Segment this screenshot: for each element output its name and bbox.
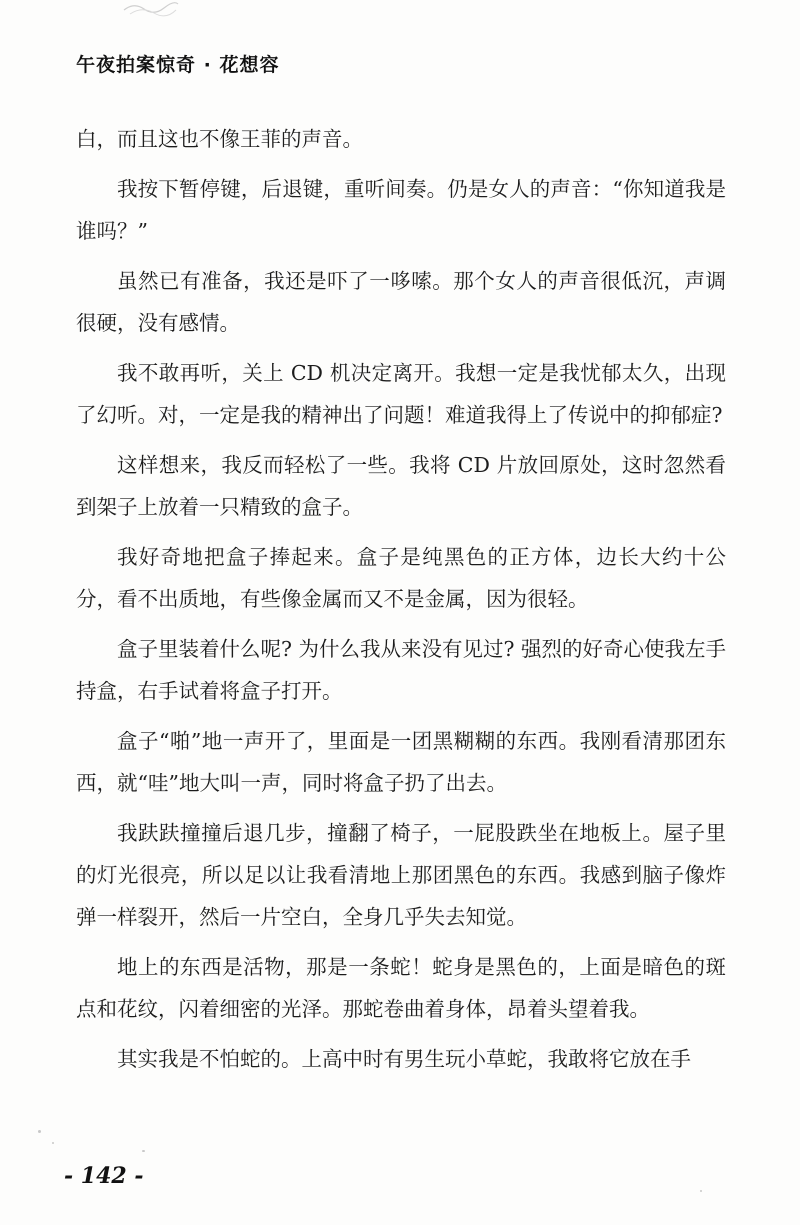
paragraph-10: 地上的东西是活物，那是一条蛇！蛇身是黑色的，上面是暗色的斑点和花纹，闪着细密的光泽。那蛇卷曲着身体，昂着头望着我。	[76, 955, 726, 1021]
paragraph-5: 这样想来，我反而轻松了一些。我将 CD 片放回原处，这时忽然看到架子上放着一只精致的盒子。	[76, 453, 726, 519]
page-number: - 142 -	[64, 1163, 144, 1189]
running-header: 午夜拍案惊奇 · 花想容	[76, 54, 280, 76]
paragraph-8: 盒子“啪”地一声开了，里面是一团黑糊糊的东西。我刚看清那团东西，就“哇”地大叫一声，同时将盒子扔了出去。	[76, 729, 726, 795]
scan-speck	[700, 1190, 702, 1192]
paragraph-1: 白，而且这也不像王菲的声音。	[76, 127, 363, 151]
scan-smudge	[120, 0, 180, 18]
scan-speck	[38, 1130, 41, 1133]
body-text	[76, 118, 726, 1088]
paragraph-3: 虽然已有准备，我还是吓了一哆嗦。那个女人的声音很低沉，声调很硬，没有感情。	[76, 269, 726, 335]
paragraph-4: 我不敢再听，关上 CD 机决定离开。我想一定是我忧郁太久，出现了幻听。对，一定是我的精神出了问题！难道我得上了传说中的抑郁症?	[76, 361, 726, 427]
scan-speck	[52, 1142, 54, 1144]
paragraph-9: 我趺趺撞撞后退几步，撞翻了椅子，一屁股跌坐在地板上。屋子里的灯光很亮，所以足以让我看清地上那团黑色的东西。我感到脑子像炸弹一样裂开，然后一片空白，全身几乎失去知觉。	[76, 821, 726, 929]
paragraph-2: 我按下暂停键，后退键，重听间奏。仍是女人的声音：“你知道我是谁吗？”	[76, 177, 726, 243]
paragraph-6: 我好奇地把盒子捧起来。盒子是纯黑色的正方体，边长大约十公分，看不出质地，有些像金属而又不是金属，因为很轻。	[76, 545, 726, 611]
paragraph-11: 其实我是不怕蛇的。上高中时有男生玩小草蛇，我敢将它放在手	[117, 1047, 691, 1071]
scan-speck	[142, 1150, 145, 1152]
paragraph-7: 盒子里装着什么呢? 为什么我从来没有见过? 强烈的好奇心使我左手持盒，右手试着将盒子打开。	[76, 637, 727, 703]
